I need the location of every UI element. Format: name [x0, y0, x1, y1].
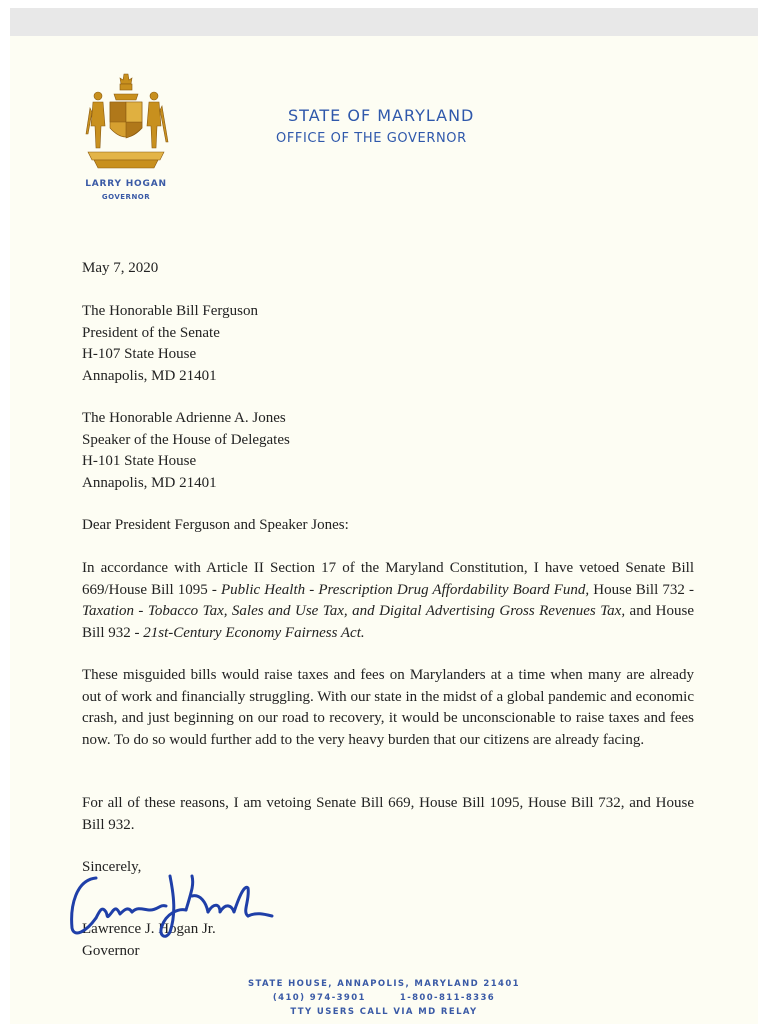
paragraph-text: In accordance with Article II Section 17 of the Maryland Constitution, I have vetoed Senate Bill 669/House Bill 1095 - — [82, 560, 694, 598]
letterhead-state: STATE OF MARYLAND — [288, 106, 475, 125]
paragraph-reasoning: These misguided bills would raise taxes and fees on Marylanders at a time when many are already out of work and financially struggling. With our state in the midst of a global pandemic and economic crash, and just beginning on our road to recovery, it would be unconscionable to raise taxes and fees now. To do so would further add to the very heavy burden that our citizens are already facing. — [82, 667, 694, 748]
governor-title: GOVERNOR — [101, 193, 151, 201]
recipient-block-house — [82, 408, 694, 494]
recipient-line: Annapolis, MD 21401 — [82, 474, 217, 491]
paragraph-conclusion: For all of these reasons, I am vetoing Senate Bill 669, House Bill 1095, House Bill 732, and House Bill 932. — [82, 795, 694, 833]
signature-icon — [66, 866, 278, 944]
footer-phones — [0, 993, 768, 1003]
footer-phone: 1-800-811-8336 — [399, 993, 496, 1003]
recipient-block-senate — [82, 301, 694, 387]
paragraph-text: House Bill 732 - — [589, 581, 694, 598]
salutation: Dear President Ferguson and Speaker Jones: — [82, 517, 349, 533]
viewer-top-bar — [10, 8, 758, 36]
bill-title: Taxation - Tobacco Tax, Sales and Use Tax, and Digital Advertising Gross Revenues Tax, — [82, 603, 626, 619]
bill-title: Public Health - Prescription Drug Affordability Board Fund, — [221, 581, 590, 598]
recipient-line: President of the Senate — [82, 324, 220, 341]
paragraph-text: and House Bill 932 - — [82, 603, 694, 641]
maryland-seal-icon — [80, 72, 172, 172]
recipient-line: The Honorable Bill Ferguson — [82, 303, 258, 319]
signer-name: Lawrence J. Hogan Jr. — [82, 921, 216, 937]
footer-phone: (410) 974-3901 — [272, 993, 366, 1003]
letter-date: May 7, 2020 — [82, 260, 159, 276]
governor-name: LARRY HOGAN — [85, 179, 167, 189]
recipient-line: H-107 State House — [82, 346, 197, 362]
recipient-line: H-101 State House — [82, 453, 197, 469]
bill-title: 21st-Century Economy Fairness Act. — [143, 624, 365, 641]
footer-address: STATE HOUSE, ANNAPOLIS, MARYLAND 21401 — [248, 979, 520, 989]
closing: Sincerely, — [82, 859, 142, 875]
recipient-line: The Honorable Adrienne A. Jones — [82, 410, 286, 426]
paragraph-veto-notice — [82, 558, 694, 644]
footer-tty: TTY USERS CALL VIA MD RELAY — [290, 1007, 478, 1017]
recipient-line: Speaker of the House of Delegates — [82, 431, 290, 448]
recipient-line: Annapolis, MD 21401 — [82, 367, 217, 384]
signer-title: Governor — [82, 943, 140, 959]
letterhead-office: OFFICE OF THE GOVERNOR — [276, 131, 467, 146]
